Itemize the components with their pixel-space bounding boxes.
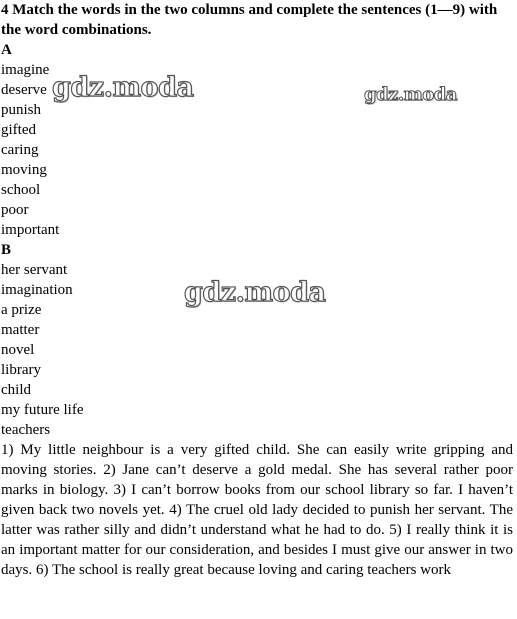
answer-paragraph: 1) My little neighbour is a very gifted child. She can easily write gripping and moving stories. 2) Jane can’t deserve a gold medal. She has several rather poor marks in biology. 3) I can’t borrow books from our school library so far. I haven’t given back two novels yet. 4) The cruel old lady decided to punish her servant. The latter was rather silly and didn’t understand what he had to do. 5) I really think it is an important matter for our consideration, and besides I must give our answer in two days. 6) The school is really great because loving and caring teachers work	[1, 442, 513, 578]
column-a-word: poor	[1, 202, 29, 218]
watermark: gdz.moda	[184, 277, 326, 308]
column-b	[1, 240, 513, 440]
column-b-word: her servant	[1, 262, 68, 278]
exercise-heading: 4 Match the words in the two columns and complete the sentences (1—9) with the word combinations.	[1, 2, 498, 38]
column-b-word: imagination	[1, 282, 73, 298]
column-b-word: library	[1, 362, 41, 378]
column-a-word: caring	[1, 142, 39, 158]
column-a-word: deserve	[1, 82, 47, 98]
column-a-word: punish	[1, 102, 42, 118]
column-b-word: matter	[1, 322, 40, 338]
watermark: gdz.moda	[364, 84, 457, 105]
column-a-word: gifted	[1, 122, 36, 138]
column-a-word: important	[1, 222, 60, 238]
column-a	[1, 40, 513, 240]
exercise-page	[1, 0, 513, 580]
column-a-word: school	[1, 182, 41, 198]
column-a-label: A	[1, 42, 12, 58]
column-a-word: moving	[1, 162, 47, 178]
column-b-label: B	[1, 242, 12, 258]
column-b-word: a prize	[1, 302, 42, 318]
column-b-word: teachers	[1, 422, 51, 438]
column-a-word: imagine	[1, 62, 50, 78]
column-b-word: child	[1, 382, 31, 398]
watermark: gdz.moda	[52, 72, 194, 103]
column-b-word: novel	[1, 342, 35, 358]
column-b-word: my future life	[1, 402, 84, 418]
